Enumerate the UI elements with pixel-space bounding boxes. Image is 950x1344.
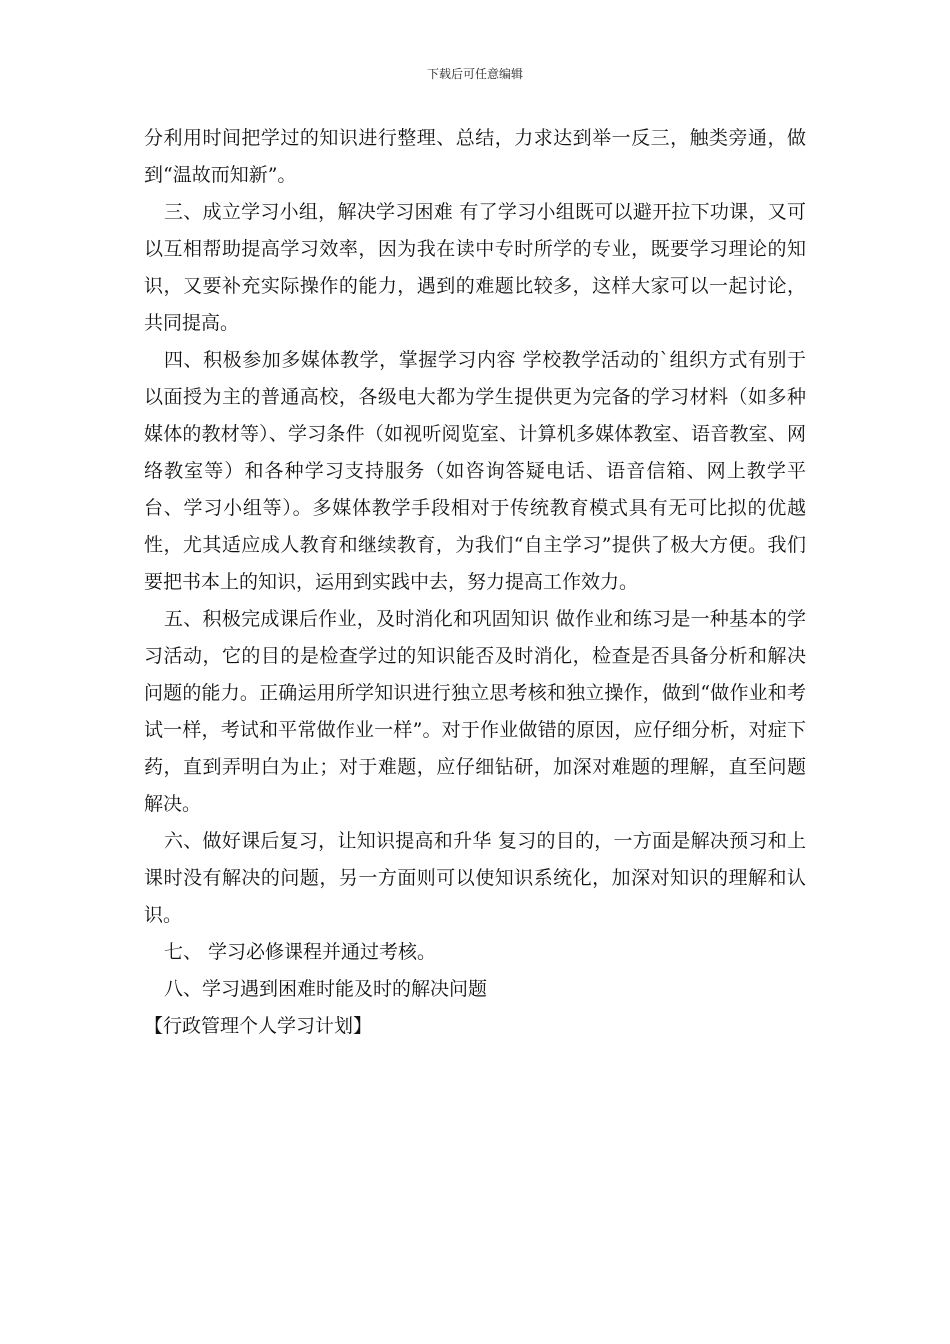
paragraph-study-group: 三、成立学习小组，解决学习困难 有了学习小组既可以避开拉下功课，又可以互相帮助提高学习效率，因为我在读中专时所学的专业，既要学习理论的知识，又要补充实际操作的能力，遇到的难题比较多，这样大家可以一起讨论，共同提高。 — [144, 201, 806, 334]
paragraph-solve-problems: 八、学习遇到困难时能及时的解决问题 — [164, 978, 488, 1000]
page-header: 下载后可任意编辑 — [426, 67, 523, 81]
paragraph-multimedia: 四、积极参加多媒体教学，掌握学习内容 学校教学活动的`组织方式有别于以面授为主的普通高校，各级电大都为学生提供更为完备的学习材料（如多种媒体的教材等）、学习条件（如视听阅览室、计算机多媒体教室、语音教室、网络教室等）和各种学习支持服务（如咨询答疑电话、语音信箱、网上教学平台、学习小组等）。多媒体教学手段相对于传统教育模式具有无可比拟的优越性，尤其适应成人教育和继续教育，为我们“自主学习”提供了极大方便。我们要把书本上的知识，运用到实践中去，努力提高工作效力。 — [144, 349, 806, 593]
paragraph-required-courses: 七、 学习必修课程并通过考核。 — [164, 941, 437, 963]
document-body — [144, 120, 806, 1045]
paragraph-continuation: 分利用时间把学过的知识进行整理、总结，力求达到举一反三，触类旁通，做到“温故而知新”。 — [144, 127, 806, 186]
paragraph-review: 六、做好课后复习，让知识提高和升华 复习的目的，一方面是解决预习和上课时没有解决的问题，另一方面则可以使知识系统化，加深对知识的理解和认识。 — [144, 830, 806, 926]
paragraph-homework: 五、积极完成课后作业，及时消化和巩固知识 做作业和练习是一种基本的学习活动，它的目的是检查学过的知识能否及时消化，检查是否具备分析和解决问题的能力。正确运用所学知识进行独立思考核和独立操作，做到“做作业和考试一样，考试和平常做作业一样”。对于作业做错的原因，应仔细分析，对症下药，直到弄明白为止；对于难题，应仔细钻研，加深对难题的理解，直至问题解决。 — [144, 608, 806, 815]
document-title-tag: 【行政管理个人学习计划】 — [144, 1015, 373, 1037]
